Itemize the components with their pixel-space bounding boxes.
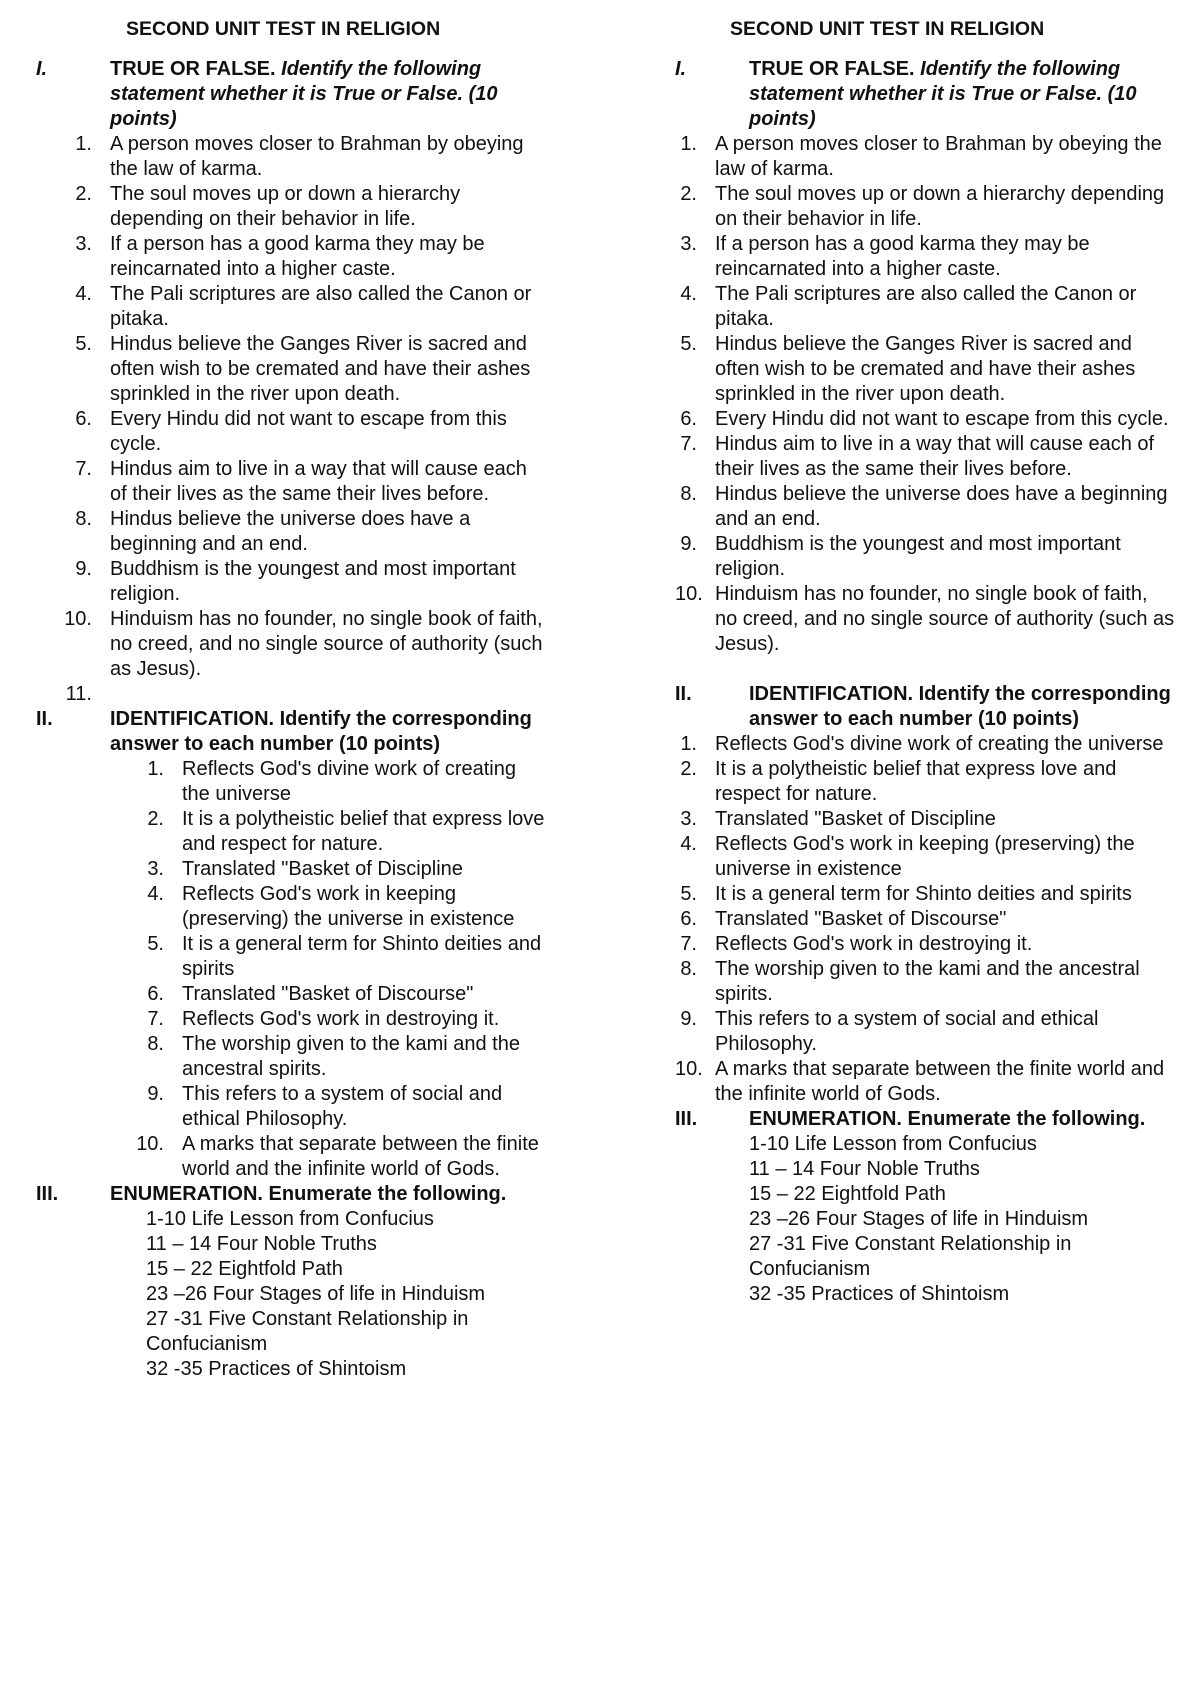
item-text: Hinduism has no founder, no single book of faith, no creed, and no single source of authority (such as Jesus).: [715, 583, 1175, 655]
list-item: [36, 1032, 546, 1082]
item-number: 5.: [680, 883, 697, 905]
item-number: 9.: [147, 1083, 164, 1105]
item-number: 4.: [680, 283, 697, 305]
item-number: 1.: [75, 133, 92, 155]
section-enumeration: [36, 1182, 546, 1382]
enumeration-item: 15 – 22 Eightfold Path: [146, 1258, 343, 1280]
item-number: 6.: [680, 408, 697, 430]
item-number: 10.: [64, 608, 92, 630]
list-item: [36, 682, 546, 707]
item-number: 3.: [680, 233, 697, 255]
item-text: This refers to a system of social and ethical Philosophy.: [182, 1083, 503, 1130]
list-item: [675, 582, 1175, 657]
section-heading-label: TRUE OR FALSE.: [110, 58, 276, 80]
item-number: 8.: [680, 483, 697, 505]
item-number: 10.: [675, 583, 703, 605]
test-copy-left: [36, 16, 546, 1382]
item-number: 3.: [680, 808, 697, 830]
item-number: 3.: [147, 858, 164, 880]
list-item: [36, 282, 546, 332]
item-text: It is a polytheistic belief that express love and respect for nature.: [182, 808, 545, 855]
list-item: [36, 757, 546, 807]
list-item: [675, 132, 1175, 182]
list-item: [36, 1007, 546, 1032]
item-number: 8.: [75, 508, 92, 530]
item-text: Hindus aim to live in a way that will cause each of their lives as the same their lives before.: [110, 458, 527, 505]
section-true-or-false: [675, 57, 1175, 657]
list-item: [675, 882, 1175, 907]
item-text: Translated "Basket of Discipline: [182, 858, 463, 880]
item-number: 3.: [75, 233, 92, 255]
item-number: 1.: [147, 758, 164, 780]
item-text: The Pali scriptures are also called the Canon or pitaka.: [715, 283, 1137, 330]
enumeration-item: 27 -31 Five Constant Relationship in Confucianism: [146, 1308, 469, 1355]
list-item: [36, 132, 546, 182]
list-item: [36, 607, 546, 682]
section-true-or-false: [36, 57, 546, 707]
item-text: Hindus believe the universe does have a beginning and an end.: [110, 508, 471, 555]
section-heading: [36, 57, 546, 132]
list-item: [675, 1057, 1175, 1107]
list-item: [36, 1132, 546, 1182]
item-number: 5.: [147, 933, 164, 955]
section-heading: [36, 707, 546, 757]
list-item: [675, 732, 1175, 757]
list-item: [36, 882, 546, 932]
list-item: [675, 482, 1175, 532]
item-number: 2.: [680, 183, 697, 205]
list-item: [675, 957, 1175, 1007]
item-number: 2.: [147, 808, 164, 830]
item-text: A person moves closer to Brahman by obeying the law of karma.: [110, 133, 524, 180]
enumeration-item: 1-10 Life Lesson from Confucius: [749, 1133, 1037, 1155]
item-number: 6.: [75, 408, 92, 430]
item-text: The worship given to the kami and the ancestral spirits.: [715, 958, 1140, 1005]
section-numeral: III.: [36, 1183, 59, 1205]
item-text: Reflects God's work in keeping (preserving) the universe in existence: [715, 833, 1135, 880]
enumeration-item: 11 – 14 Four Noble Truths: [146, 1233, 377, 1255]
item-text: Reflects God's work in destroying it.: [182, 1008, 500, 1030]
item-text: Hindus believe the Ganges River is sacred and often wish to be cremated and have their ashes sprinkled in the river upon death.: [110, 333, 531, 405]
item-text: Reflects God's divine work of creating the universe: [182, 758, 516, 805]
item-text: Hinduism has no founder, no single book of faith, no creed, and no single source of authority (such as Jesus).: [110, 608, 543, 680]
identification-list: [36, 757, 546, 1182]
section-heading: [675, 1107, 1175, 1132]
item-number: 6.: [680, 908, 697, 930]
section-heading-label: IDENTIFICATION. Identify the corresponding answer to each number (10 points): [110, 708, 532, 755]
item-text: The soul moves up or down a hierarchy depending on their behavior in life.: [715, 183, 1165, 230]
test-copy-right: [675, 16, 1175, 1307]
section-enumeration: [675, 1107, 1175, 1307]
item-text: If a person has a good karma they may be reincarnated into a higher caste.: [110, 233, 485, 280]
list-item: [675, 832, 1175, 882]
list-item: [675, 282, 1175, 332]
list-item: [36, 232, 546, 282]
item-text: Every Hindu did not want to escape from this cycle.: [110, 408, 507, 455]
item-text: If a person has a good karma they may be reincarnated into a higher caste.: [715, 233, 1090, 280]
item-number: 10.: [136, 1133, 164, 1155]
section-heading-label: TRUE OR FALSE.: [749, 58, 915, 80]
item-text: It is a polytheistic belief that express love and respect for nature.: [715, 758, 1117, 805]
item-text: Translated "Basket of Discourse": [182, 983, 474, 1005]
item-number: 11.: [65, 683, 92, 705]
item-number: 2.: [680, 758, 697, 780]
enumeration-item: 27 -31 Five Constant Relationship in Confucianism: [749, 1233, 1072, 1280]
item-number: 6.: [147, 983, 164, 1005]
item-text: Hindus aim to live in a way that will cause each of their lives as the same their lives before.: [715, 433, 1155, 480]
item-number: 1.: [680, 733, 697, 755]
enumeration-item: 32 -35 Practices of Shintoism: [146, 1358, 407, 1380]
item-number: 2.: [75, 183, 92, 205]
section-heading-label: ENUMERATION. Enumerate the following.: [110, 1183, 507, 1205]
list-item: [675, 332, 1175, 407]
list-item: [36, 507, 546, 557]
item-number: 10.: [675, 1058, 703, 1080]
item-text: A marks that separate between the finite world and the infinite world of Gods.: [715, 1058, 1165, 1105]
enumeration-item: 1-10 Life Lesson from Confucius: [146, 1208, 434, 1230]
enumeration-list: [36, 1207, 546, 1382]
item-number: 4.: [75, 283, 92, 305]
enumeration-item: 11 – 14 Four Noble Truths: [749, 1158, 980, 1180]
item-text: The Pali scriptures are also called the Canon or pitaka.: [110, 283, 532, 330]
item-text: Every Hindu did not want to escape from this cycle.: [715, 408, 1169, 430]
list-item: [36, 457, 546, 507]
enumeration-item: 23 –26 Four Stages of life in Hinduism: [146, 1283, 486, 1305]
item-number: 5.: [680, 333, 697, 355]
item-number: 7.: [680, 933, 697, 955]
true-false-list: [36, 132, 546, 707]
item-text: Hindus believe the universe does have a beginning and an end.: [715, 483, 1168, 530]
list-item: [36, 557, 546, 607]
item-text: The soul moves up or down a hierarchy depending on their behavior in life.: [110, 183, 461, 230]
test-title: SECOND UNIT TEST IN RELIGION: [126, 18, 441, 40]
enumeration-item: 23 –26 Four Stages of life in Hinduism: [749, 1208, 1089, 1230]
list-item: [675, 1007, 1175, 1057]
section-heading: [675, 682, 1175, 732]
item-text: Buddhism is the youngest and most important religion.: [110, 558, 516, 605]
item-number: 9.: [680, 533, 697, 555]
item-number: 9.: [75, 558, 92, 580]
enumeration-item: 15 – 22 Eightfold Path: [749, 1183, 946, 1205]
test-title: SECOND UNIT TEST IN RELIGION: [730, 18, 1045, 40]
section-heading-label: ENUMERATION. Enumerate the following.: [749, 1108, 1146, 1130]
item-number: 7.: [75, 458, 92, 480]
item-number: 7.: [680, 433, 697, 455]
section-identification: [675, 682, 1175, 1107]
list-item: [675, 432, 1175, 482]
list-item: [675, 807, 1175, 832]
section-identification: [36, 707, 546, 1182]
list-item: [36, 932, 546, 982]
section-instruction: Identify the following statement whether it is True or False. (10 points): [110, 58, 498, 130]
item-text: This refers to a system of social and ethical Philosophy.: [715, 1008, 1099, 1055]
item-text: It is a general term for Shinto deities and spirits: [715, 883, 1132, 905]
item-number: 8.: [680, 958, 697, 980]
item-number: 5.: [75, 333, 92, 355]
item-text: A marks that separate between the finite world and the infinite world of Gods.: [182, 1133, 539, 1180]
item-number: 4.: [147, 883, 164, 905]
section-instruction: Identify the following statement whether it is True or False. (10 points): [749, 58, 1137, 130]
item-text: Reflects God's divine work of creating the universe: [715, 733, 1164, 755]
item-text: It is a general term for Shinto deities and spirits: [182, 933, 542, 980]
item-text: Translated "Basket of Discourse": [715, 908, 1007, 930]
section-heading: [36, 1182, 546, 1207]
true-false-list: [675, 132, 1175, 657]
list-item: [675, 182, 1175, 232]
list-item: [675, 532, 1175, 582]
list-item: [36, 857, 546, 882]
item-number: 1.: [680, 133, 697, 155]
item-text: Reflects God's work in keeping (preserving) the universe in existence: [182, 883, 515, 930]
item-number: 7.: [147, 1008, 164, 1030]
item-number: 9.: [680, 1008, 697, 1030]
section-numeral: II.: [675, 683, 692, 705]
list-item: [36, 1082, 546, 1132]
item-text: Reflects God's work in destroying it.: [715, 933, 1033, 955]
section-heading: [675, 57, 1175, 132]
section-numeral: I.: [675, 58, 687, 80]
section-heading-label: IDENTIFICATION. Identify the corresponding answer to each number (10 points): [749, 683, 1171, 730]
identification-list: [675, 732, 1175, 1107]
list-item: [675, 907, 1175, 932]
section-numeral: III.: [675, 1108, 698, 1130]
list-item: [675, 932, 1175, 957]
list-item: [675, 232, 1175, 282]
section-numeral: II.: [36, 708, 53, 730]
list-item: [36, 407, 546, 457]
list-item: [36, 182, 546, 232]
list-item: [36, 982, 546, 1007]
item-text: The worship given to the kami and the ancestral spirits.: [182, 1033, 520, 1080]
list-item: [675, 757, 1175, 807]
list-item: [675, 407, 1175, 432]
list-item: [36, 332, 546, 407]
section-numeral: I.: [36, 58, 48, 80]
item-text: Hindus believe the Ganges River is sacred and often wish to be cremated and have their ashes sprinkled in the river upon death.: [715, 333, 1136, 405]
item-number: 4.: [680, 833, 697, 855]
enumeration-list: [675, 1132, 1175, 1307]
item-number: 8.: [147, 1033, 164, 1055]
item-text: Buddhism is the youngest and most important religion.: [715, 533, 1121, 580]
item-text: Translated "Basket of Discipline: [715, 808, 996, 830]
list-item: [36, 807, 546, 857]
enumeration-item: 32 -35 Practices of Shintoism: [749, 1283, 1010, 1305]
item-text: A person moves closer to Brahman by obeying the law of karma.: [715, 133, 1162, 180]
